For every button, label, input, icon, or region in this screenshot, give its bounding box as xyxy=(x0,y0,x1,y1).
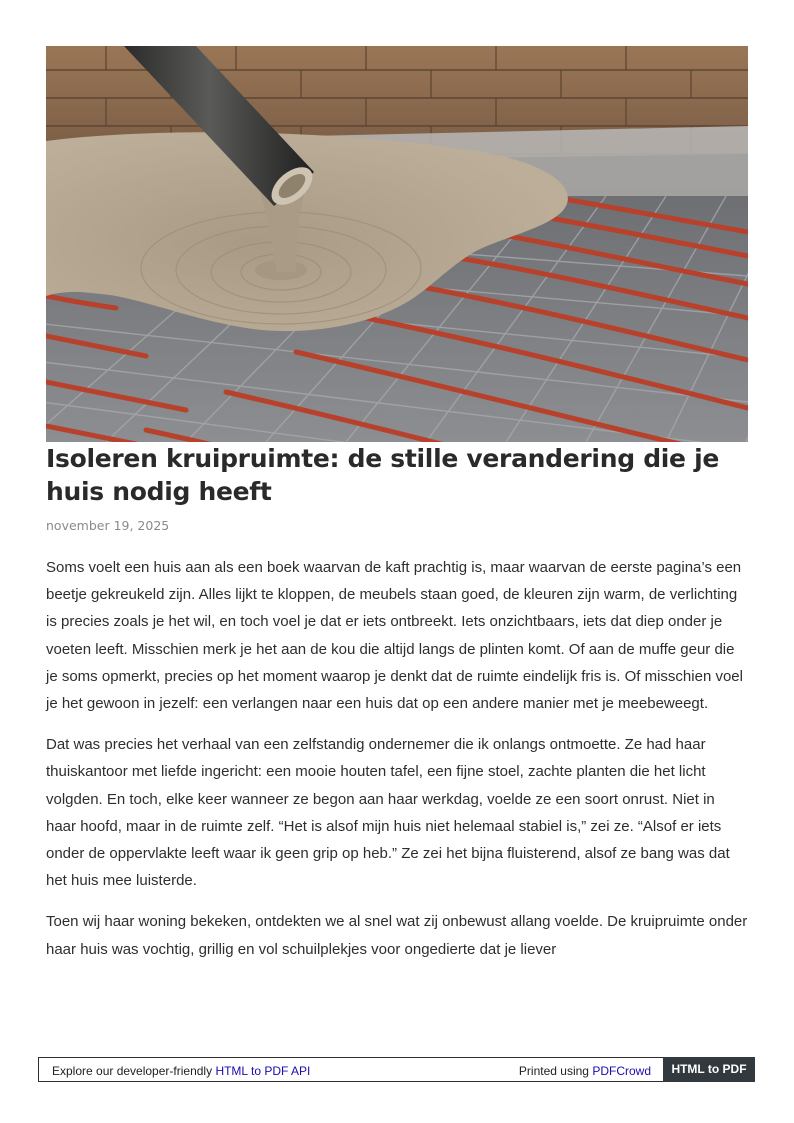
article-title: Isoleren kruipruimte: de stille verandering die je huis nodig heeft xyxy=(46,444,720,506)
article-paragraph: Soms voelt een huis aan als een boek waarvan de kaft prachtig is, maar waarvan de eerste pagina’s een beetje gekreukeld zijn. Alles lijkt te kloppen, de meubels staan goed, de kleuren zijn warm, de verlichting is precies zoals je het wil, en toch voel je dat er iets ontbreekt. Iets onzichtbaars, iets dat diep onder je voeten leeft. Misschien merk je het aan de kou die altijd langs de plinten komt. Of aan de muffe geur die je soms opmerkt, precies op het moment waarop je denkt dat de ruimte eindelijk fris is. Of misschien voel je het gewoon in jezelf: een verlangen naar een huis dat op een andere manier met je meebeweegt. xyxy=(46,559,743,713)
article-paragraph: Dat was precies het verhaal van een zelfstandig ondernemer die ik onlangs ontmoette. Ze had haar thuiskantoor met liefde ingericht: een mooie houten tafel, een fijne stoel, zachte planten die het licht volgden. En toch, elke keer wanneer ze begon aan haar werkdag, voelde ze een soort onrust. Niet in haar hoofd, maar in de ruimte zelf. “Het is alsof mijn huis niet helemaal stabiel is,” zei ze. “Alsof er iets onder de oppervlakte leeft waar ik geen grip op heb.” Ze zei het bijna fluisterend, alsof ze bang was dat het huis mee luisterde. xyxy=(46,736,730,890)
html-to-pdf-api-link[interactable]: HTML to PDF API xyxy=(215,1064,311,1078)
screed-pouring-photo xyxy=(46,46,748,442)
pdfcrowd-footer xyxy=(38,1057,755,1082)
html-to-pdf-button[interactable]: HTML to PDF xyxy=(663,1057,755,1082)
footer-printed xyxy=(519,1064,651,1078)
article-body xyxy=(46,554,748,976)
article-paragraph: Toen wij haar woning bekeken, ontdekten we al snel wat zij onbewust allang voelde. De kruipruimte onder haar huis was vochtig, grillig en vol schuilplekjes voor ongedierte dat je liever xyxy=(46,913,748,958)
pdfcrowd-link[interactable]: PDFCrowd xyxy=(592,1064,651,1078)
hero-image xyxy=(46,46,748,442)
footer-printed-text: Printed using xyxy=(518,1064,589,1078)
footer-explore-text: Explore our developer-friendly xyxy=(52,1064,213,1078)
footer-explore xyxy=(52,1064,310,1078)
article-date: november 19, 2025 xyxy=(46,518,170,533)
